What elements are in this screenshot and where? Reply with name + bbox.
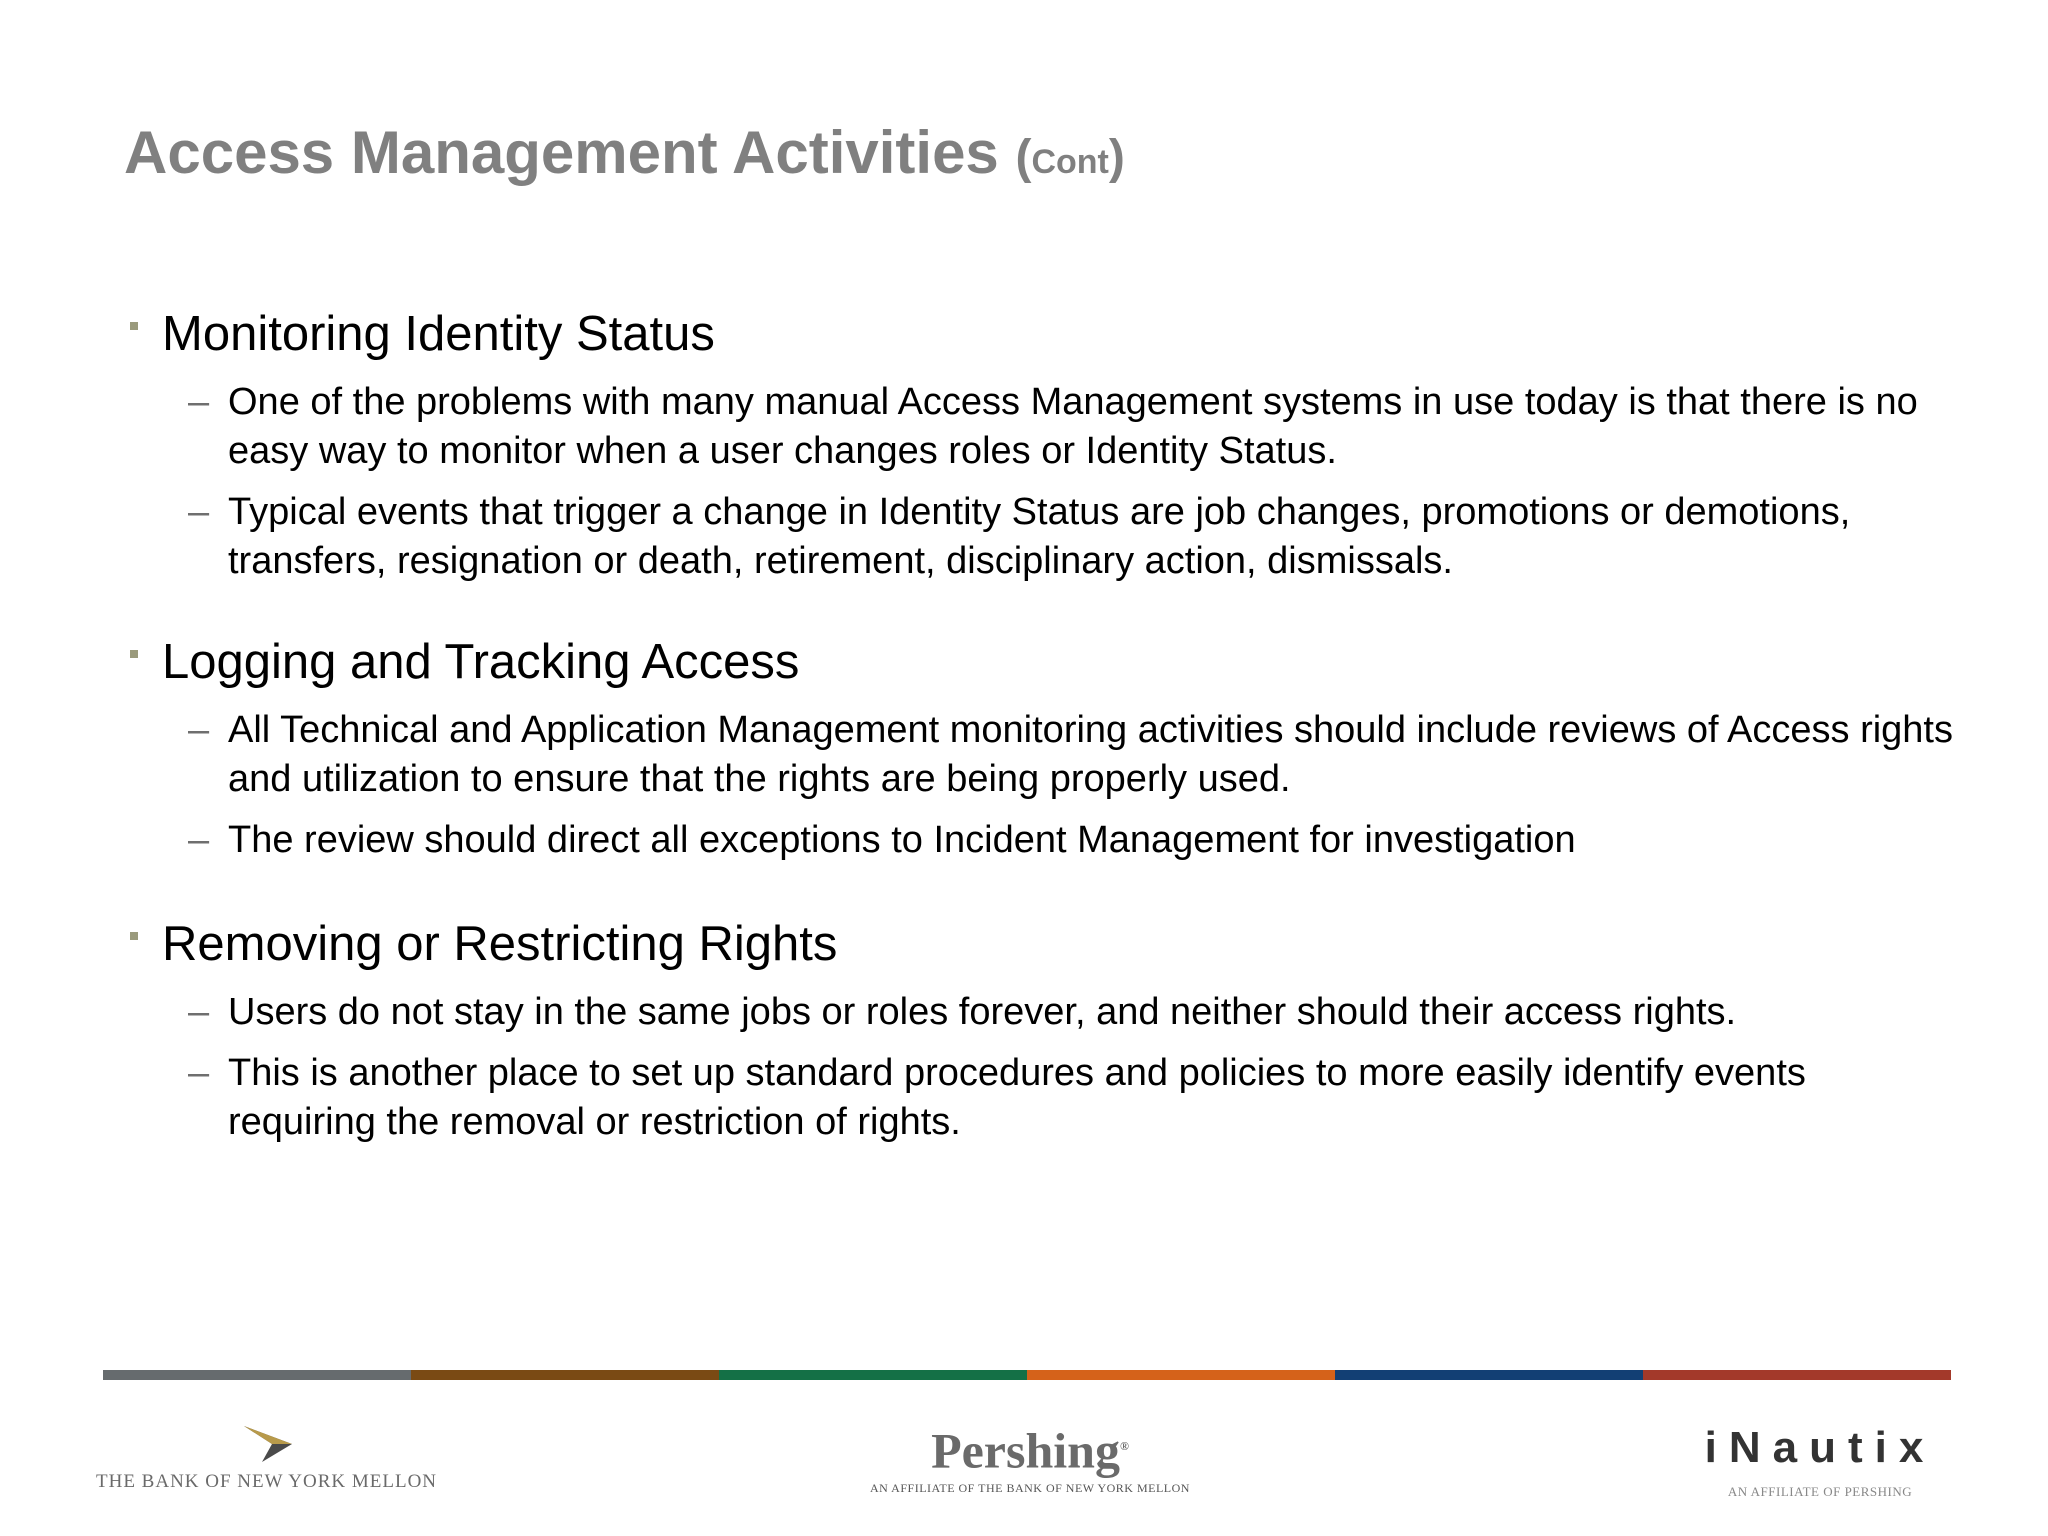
section-removing-or-restricting-rights	[124, 914, 1954, 1147]
section-monitoring-identity-status	[124, 304, 1954, 586]
dash-bullet-icon: –	[188, 991, 210, 1033]
list-item-text: The review should direct all exceptions to Incident Management for investigation	[228, 819, 1576, 861]
inautix-logo	[1670, 1420, 1970, 1500]
color-bar-segment	[1027, 1370, 1335, 1380]
color-bar-segment	[411, 1370, 719, 1380]
list-item	[124, 1049, 1954, 1147]
dash-bullet-icon: –	[188, 491, 210, 533]
pershing-tagline: AN AFFILIATE OF THE BANK OF NEW YORK MELLON	[870, 1480, 1190, 1495]
inautix-name: iNautix	[1704, 1423, 1936, 1472]
color-bar-segment	[1643, 1370, 1951, 1380]
list-item-text: This is another place to set up standard procedures and policies to more easily identify events requiring the removal or restriction of rights.	[228, 1052, 1806, 1143]
section-logging-and-tracking-access	[124, 632, 1954, 865]
footer-color-bar	[103, 1370, 1951, 1380]
color-bar-segment	[103, 1370, 411, 1380]
list-item-text: All Technical and Application Management monitoring activities should include reviews of Access rights and utilization to ensure that the rights are being properly used.	[228, 709, 1953, 800]
list-item	[124, 816, 1954, 865]
list-item	[124, 988, 1954, 1037]
pershing-logo: Pershing® AN AFFILIATE OF THE BANK OF NEW YORK MELLON	[840, 1418, 1220, 1496]
slide-title: Access Management Activities (Cont)	[124, 119, 1125, 186]
section-heading: Removing or Restricting Rights	[162, 917, 838, 971]
color-bar-segment	[1335, 1370, 1643, 1380]
section-heading: Logging and Tracking Access	[162, 635, 800, 689]
square-bullet-icon	[130, 322, 138, 330]
list-item	[124, 378, 1954, 476]
square-bullet-icon	[130, 650, 138, 658]
list-item	[124, 706, 1954, 804]
list-item-text: One of the problems with many manual Access Management systems in use today is that there is no easy way to monitor when a user changes roles or Identity Status.	[228, 381, 1918, 472]
dash-bullet-icon: –	[188, 381, 210, 423]
bny-mellon-name: THE BANK OF NEW YORK MELLON	[96, 1471, 438, 1492]
dash-bullet-icon: –	[188, 1052, 210, 1094]
dash-bullet-icon: –	[188, 709, 210, 751]
list-item	[124, 488, 1954, 586]
list-item-text: Typical events that trigger a change in Identity Status are job changes, promotions or demotions, transfers, resignation or death, retirement, disciplinary action, dismissals.	[228, 491, 1851, 582]
section-heading: Monitoring Identity Status	[162, 307, 715, 361]
dash-bullet-icon: –	[188, 819, 210, 861]
bny-mellon-arrow-icon	[234, 1422, 298, 1466]
square-bullet-icon	[130, 932, 138, 940]
list-item-text: Users do not stay in the same jobs or roles forever, and neither should their access rights.	[228, 991, 1737, 1033]
inautix-tagline: AN AFFILIATE OF PERSHING	[1727, 1484, 1913, 1499]
color-bar-segment	[719, 1370, 1027, 1380]
bny-mellon-logo	[96, 1422, 436, 1493]
pershing-name: Pershing	[931, 1422, 1120, 1479]
